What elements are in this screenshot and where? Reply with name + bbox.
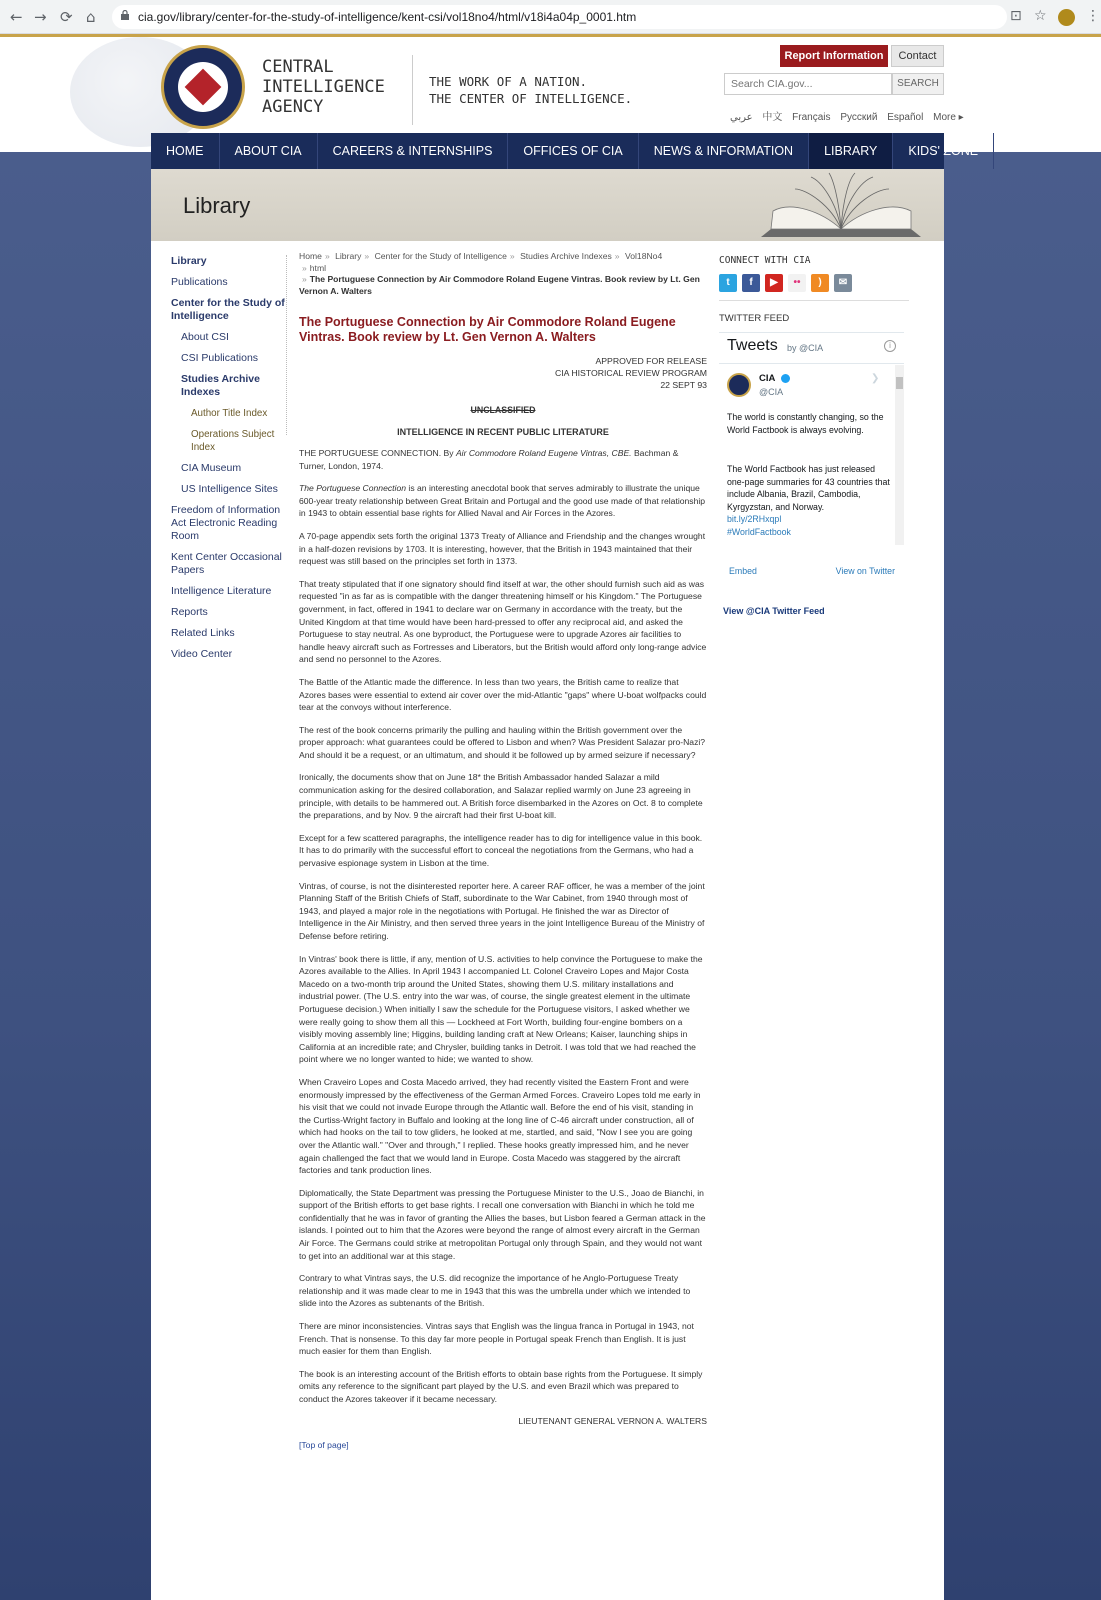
back-icon[interactable]: ← [10,8,23,26]
twitter-bird-icon: ❯ [871,373,880,384]
twitter-icon[interactable]: t [719,274,737,292]
article-paragraph: Vintras, of course, is not the disinterested reporter here. A career RAF officer, he was a member of the joint Planning Staff of the British Chiefs of Staff, subordinate to the War Cabinet, from 1940 through most of 1943, and played a major role in the negotiations with Portugal. He finished the war as Director of Intelligence in the Air Ministry, and then served three years in the joint Intelligence Bureau of the Ministry of Defense before retiring. [299,880,705,941]
nav-kids-zone[interactable]: KIDS' ZONE [893,133,994,169]
youtube-icon[interactable]: ▶ [765,274,783,292]
report-information-button[interactable]: Report Information [780,45,888,67]
crumb-vol[interactable]: Vol18No4 [624,251,663,261]
sidebar-item-us-intelligence-sites[interactable]: US Intelligence Sites [181,483,278,495]
tweet-text: The world is constantly changing, so the World Factbook is always evolving. [727,412,884,435]
approval-stamp: APPROVED FOR RELEASE CIA HISTORICAL REVIEW PROGRAM 22 SEPT 93 [554,356,707,390]
nav-about-cia[interactable]: ABOUT CIA [220,133,318,169]
sidebar-item-studies-archive[interactable]: Studies Archive Indexes [181,373,260,398]
article-paragraph: When Craveiro Lopes and Costa Macedo arrived, they had recently visited the Eastern Front and were enormously impressed by the effectiveness of the German Armed Forces. Craveiro Lopes told me early in his visit that we could not invade Europe through the Atlantic wall. Before the end of his visit, standing in the Curtiss-Wright factory in Buffalo and looking at the long line of C-46 aircraft under construction, all of which had hooks on the tail to tow gliders, he looked at me, startled, and said, "Now I see you are going over the Atlantic wall." "Over and through," I replied. These hooks greatly impressed him, and he never again challenged the fact that we would land in Europe. Costa Macedo was staggered by the aircraft factories and tank production lines. [299,1076,701,1176]
article-column [299,251,707,1450]
article-paragraph: Ironically, the documents show that on June 18* the British Ambassador handed Salazar a mild communication asking for the desired collaboration, and Salazar replied warmly on June 23 agreeing in principle, with details to be hammered out. A British force disembarked in the Azores on Oct. 8 to complete the preparations, and by Nov. 9 the aircraft had their first U-boat kill. [299,772,703,821]
author-signature: LIEUTENANT GENERAL VERNON A. WALTERS [518,1415,707,1426]
profile-avatar[interactable] [1058,9,1075,26]
twitter-feed-label: TWITTER FEED [719,313,790,324]
tweet-author-handle[interactable]: @CIA [759,387,784,397]
language-links [730,108,971,123]
flickr-icon[interactable]: •• [788,274,806,292]
article-paragraph: Diplomatically, the State Department was pressing the Portuguese Minister to the U.S., Joao de Bianchi, in support of the British efforts to get base rights. I recall one conversation with Bianchi in which he told me confidentially that he was in favor of granting the Allies the bases, but Lisbon feared a German attack in the islands. I pointed out to him that the Azores were beyond the range of almost every aircraft in the German Air Force. The Germans could strike at metropolitan Portugal only through Spain, and they would not want to get into an additional war at this stage. [299,1187,706,1261]
home-icon[interactable]: ⌂ [86,8,96,26]
address-bar[interactable] [112,5,1007,29]
rss-icon[interactable]: ) [811,274,829,292]
crumb-studies[interactable]: Studies Archive Indexes [520,251,612,261]
sidebar-item-csi-publications[interactable]: CSI Publications [181,352,259,364]
lang-chinese[interactable]: 中文 [762,112,783,123]
lang-spanish[interactable]: Español [887,112,924,123]
sidebar-item-operations-subject-index[interactable]: Operations Subject Index [191,429,275,453]
translate-icon[interactable]: ⊡ [1010,8,1022,24]
article-paragraph: The rest of the book concerns primarily the pulling and hauling within the British government over the proper approach: what guarantees could be offered to Lisbon and when? Was President Salazar pro-Nazi? And should it be a request, or an ultimatum, and should it be followed up by armed seizure if necessary? [299,724,706,760]
sidebar-item-csi[interactable]: Center for the Study of Intelligence [171,297,285,322]
tweets-scrollbar[interactable] [895,365,904,545]
sidebar-item-kent-center[interactable]: Kent Center Occasional Papers [171,551,282,576]
social-links [719,274,909,301]
nav-careers[interactable]: CAREERS & INTERNSHIPS [318,133,509,169]
cia-avatar[interactable] [727,373,751,397]
article-paragraph: The book is an interesting account of the British efforts to obtain base rights from the Portuguese. It simply omits any reference to the significant part played by the U.S. and even Brazil which was prepared to conduct the Azores takeover if it became necessary. [299,1368,703,1404]
search-input[interactable] [724,73,892,95]
forward-icon[interactable]: → [34,8,47,26]
citation: THE PORTUGUESE CONNECTION. By Air Commodore Roland Eugene Vintras, CBE. Bachman & Turner, London, 1974. [299,448,679,471]
embed-link[interactable]: Embed [729,566,757,576]
agency-name[interactable]: CENTRAL INTELLIGENCE AGENCY [262,57,385,117]
sidebar-item-cia-museum[interactable]: CIA Museum [181,462,242,474]
main-navigation [151,133,979,169]
nav-library[interactable]: LIBRARY [809,133,893,169]
sidebar-divider [286,255,287,435]
tweet-text: The World Factbook has just released one-page summaries for 43 countries that include Albania, Brazil, Cambodia, Kyrgyzstan, and Norway. bit.ly/2RHxqpl #WorldFactbook [727,464,890,537]
article-paragraph: The Battle of the Atlantic made the difference. In less than two years, the British came to realize that Azores bases were essential to extend air cover over the mid-Atlantic "gaps" where U-boat wolfpacks could tear at the convoys without interference. [299,676,707,713]
article-paragraph: A 70-page appendix sets forth the original 1373 Treaty of Alliance and Friendship and the changes wrought in a half-dozen revisions by 1703. It is interesting, however, that the British in 1943 maintained that their request was still based on the principles set forth in 1373. [299,530,706,567]
library-banner [151,169,944,241]
crumb-home[interactable]: Home [299,251,322,261]
contact-button[interactable]: Contact [891,45,944,67]
top-of-page-link[interactable]: [Top of page] [299,1439,349,1450]
tweet-hashtag[interactable]: #WorldFactbook [727,526,791,537]
tweets-heading: Tweets [727,337,778,354]
sidebar-item-intelligence-literature[interactable]: Intelligence Literature [171,585,272,597]
verified-icon [781,374,790,383]
star-icon[interactable]: ☆ [1034,8,1047,24]
facebook-icon[interactable]: f [742,274,760,292]
lang-arabic[interactable]: عربي [730,112,753,123]
sidebar-item-library[interactable]: Library [171,255,207,267]
sidebar-item-publications[interactable]: Publications [171,276,228,288]
lang-french[interactable]: Français [792,112,831,123]
crumb-current: The Portuguese Connection by Air Commodore Roland Eugene Vintras. Book review by Lt. Gen Vernon A. Walters [299,274,700,296]
search-button[interactable]: SEARCH [892,73,944,95]
header-divider [412,55,413,125]
classification-marking: UNCLASSIFIED [470,405,536,415]
article-paragraph: There are minor inconsistencies. Vintras says that English was the lingua franca in Portugal in 1943, not French. That is nonsense. To this day far more people in Portugal speak French than English. It is just much easier for them than English. [299,1321,694,1357]
view-twitter-feed-link[interactable]: View @CIA Twitter Feed [723,606,825,616]
sidebar-item-foia[interactable]: Freedom of Information Act Electronic Reading Room [171,504,281,542]
lang-russian[interactable]: Русский [840,112,878,123]
twitter-widget [719,332,904,560]
left-sidebar [171,255,286,669]
nav-offices[interactable]: OFFICES OF CIA [508,133,638,169]
crumb-html[interactable]: html [309,262,327,273]
tweet-link[interactable]: bit.ly/2RHxqpl [727,514,782,525]
article-paragraph: That treaty stipulated that if one signatory should find itself at war, the other should furnish such aid as was requested "in as far as is compatible with the danger threatening himself or his Kingdom." The Portuguese government, in fact, offered in 1941 to declare war on Germany in accordance with the treaty, but the United Kingdom at that time would have been hard-pressed to offer any reciprocal aid, and asked the Portuguese to stay neutral. As one byproduct, the Portuguese were to upgrade Azores air facilities to handle heavy aircraft such as Fortresses and Liberators, but the British would afford only long-range advice and send no personnel to the Azores. [299,578,707,665]
sidebar-item-author-title-index[interactable]: Author Title Index [191,408,268,419]
article-subhead: INTELLIGENCE IN RECENT PUBLIC LITERATURE [397,427,609,437]
breadcrumb: Home » Library » Center for the Study of Intelligence » Studies Archive Indexes » Vol18No4 » html » The Portuguese Connection by Air Commodore Roland Eugene Vintras. Book review by Lt. Gen Vernon A. Walters [299,251,700,296]
reload-icon[interactable]: ⟳ [60,8,73,26]
article-paragraph: The Portuguese Connection is an interesting anecdotal book that serves admirably to illustrate the unique 600-year treaty relationship between Great Britain and Portugal and the good use made of that relationship in 1943 to obtain essential base rights for Allied Naval and Air Forces in the Azores. [299,483,706,519]
tagline: THE WORK OF A NATION. THE CENTER OF INTELLIGENCE. [429,74,633,106]
nav-home[interactable]: HOME [151,133,220,169]
right-sidebar [719,255,909,616]
crumb-library[interactable]: Library [335,251,362,261]
crumb-csi[interactable]: Center for the Study of Intelligence [374,251,507,261]
tweets-by[interactable]: by @CIA [787,343,824,353]
email-icon[interactable]: ✉ [834,274,852,292]
sidebar-item-reports[interactable]: Reports [171,606,208,618]
article-paragraph: In Vintras' book there is little, if any, mention of U.S. activities to help convince the Portuguese to make the Azores available to the Allies. In April 1943 I accompanied Lt. Colonel Craveiro Lopes and Major Costa Macedo on a two-month trip around the United States, showing them U.S. military installations and industrial power. (The U.S. entry into the war was, of course, the single greatest element in the ultimate Portuguese decision.) When initially I saw the schedule for the Portuguese visitors, I asked whether we were really going to show them all this — Lockheed at Fort Worth, building four-engine bombers on a visibly moving assembly line; Higgins, building landing craft at New Orleans; Kaiser, launching ships in California at an incredible rate; and Chrysler, building tanks in Detroit. I was told that we had reached the point where we no longer wanted to hide; we wanted to show. [299,953,703,1065]
view-on-twitter-link[interactable]: View on Twitter [835,566,895,576]
lock-icon [120,10,130,20]
sidebar-item-video-center[interactable]: Video Center [171,648,233,660]
nav-news[interactable]: NEWS & INFORMATION [639,133,809,169]
tweet-author-name[interactable]: CIA [759,373,776,384]
article-paragraph: Except for a few scattered paragraphs, the intelligence reader has to dig for intelligence value in this book. It has to do primarily with the successful effort to conceal the negotiations from the Germans, who had a pervasive espionage system in Lisbon at the time. [299,832,703,869]
widget-footer [719,566,895,576]
open-book-icon [751,171,931,241]
lang-more[interactable]: More ▸ [933,112,964,123]
connect-heading: CONNECT WITH CIA [719,255,811,266]
browser-toolbar [0,0,1101,34]
sidebar-item-about-csi[interactable]: About CSI [181,331,229,343]
sidebar-item-related-links[interactable]: Related Links [171,627,235,639]
article-title: The Portuguese Connection by Air Commodore Roland Eugene Vintras. Book review by Lt. Gen Vernon A. Walters [299,315,676,344]
page-title: Library [183,193,251,218]
cia-seal-logo[interactable] [161,45,245,129]
article-paragraph: Contrary to what Vintras says, the U.S. did recognize the importance of he Anglo-Portuguese Treaty relationship and it was made clear to me in 1943 that this was the umbrella under which we intended to slide into the Azores as subtenants of the British. [299,1273,691,1309]
menu-icon[interactable]: ⋮ [1086,8,1100,24]
url-text: cia.gov/library/center-for-the-study-of-intelligence/kent-csi/vol18no4/html/v18i4a04p_0001.htm [138,10,637,24]
content-area [151,169,944,1600]
info-icon[interactable]: i [884,340,896,352]
